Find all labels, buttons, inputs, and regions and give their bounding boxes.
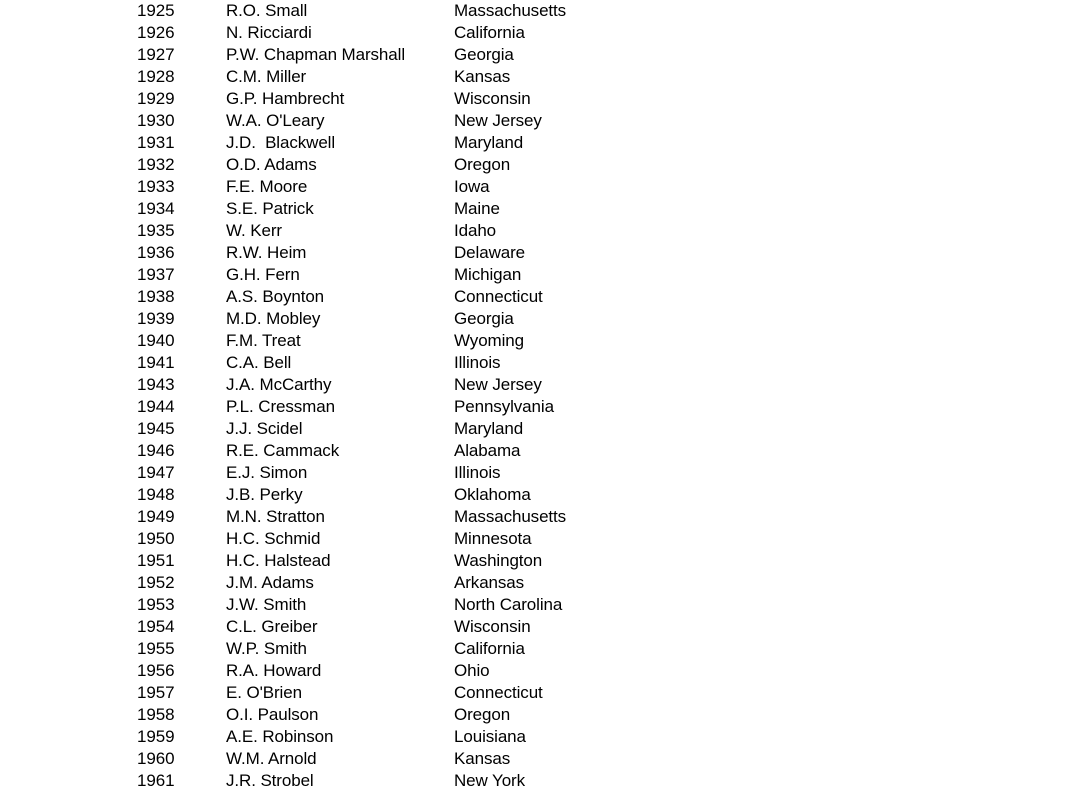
state-cell: New Jersey <box>454 111 542 130</box>
state-cell: Kansas <box>454 749 511 768</box>
table-row <box>0 616 1088 638</box>
year-cell: 1930 <box>137 111 175 130</box>
year-cell: 1951 <box>137 551 175 570</box>
table-row <box>0 726 1088 748</box>
state-cell: California <box>454 639 525 658</box>
name-cell: G.H. Fern <box>226 265 300 284</box>
table-row <box>0 374 1088 396</box>
year-cell: 1931 <box>137 133 175 152</box>
state-cell: Oregon <box>454 155 511 174</box>
state-cell: New York <box>454 771 526 790</box>
name-cell: W.M. Arnold <box>226 749 317 768</box>
year-cell: 1926 <box>137 23 175 42</box>
state-cell: Georgia <box>454 309 514 328</box>
name-cell: J.B. Perky <box>226 485 303 504</box>
table-row <box>0 198 1088 220</box>
year-cell: 1950 <box>137 529 175 548</box>
year-cell: 1944 <box>137 397 175 416</box>
state-cell: Pennsylvania <box>454 397 554 416</box>
year-cell: 1958 <box>137 705 175 724</box>
table-row <box>0 242 1088 264</box>
table-row <box>0 550 1088 572</box>
name-cell: W.A. O'Leary <box>226 111 325 130</box>
table-row <box>0 440 1088 462</box>
state-cell: New Jersey <box>454 375 542 394</box>
state-cell: Wisconsin <box>454 89 531 108</box>
state-cell: Alabama <box>454 441 521 460</box>
state-cell: Maine <box>454 199 500 218</box>
name-cell: M.D. Mobley <box>226 309 321 328</box>
table-row <box>0 594 1088 616</box>
name-cell: R.E. Cammack <box>226 441 340 460</box>
state-cell: Oregon <box>454 705 511 724</box>
state-cell: Massachusetts <box>454 1 567 20</box>
table-row <box>0 110 1088 132</box>
state-cell: Wyoming <box>454 331 524 350</box>
year-cell: 1959 <box>137 727 175 746</box>
state-cell: Oklahoma <box>454 485 531 504</box>
table-row <box>0 506 1088 528</box>
state-cell: Michigan <box>454 265 522 284</box>
year-cell: 1947 <box>137 463 175 482</box>
state-cell: Iowa <box>454 177 490 196</box>
year-cell: 1933 <box>137 177 175 196</box>
year-cell: 1935 <box>137 221 175 240</box>
year-cell: 1928 <box>137 67 175 86</box>
year-cell: 1932 <box>137 155 175 174</box>
table-row <box>0 88 1088 110</box>
name-cell: A.S. Boynton <box>226 287 325 306</box>
table-row <box>0 396 1088 418</box>
table-row <box>0 220 1088 242</box>
name-cell: O.D. Adams <box>226 155 317 174</box>
name-cell: R.W. Heim <box>226 243 307 262</box>
year-cell: 1929 <box>137 89 175 108</box>
name-cell: S.E. Patrick <box>226 199 314 218</box>
year-cell: 1953 <box>137 595 175 614</box>
name-cell: R.A. Howard <box>226 661 322 680</box>
year-cell: 1937 <box>137 265 175 284</box>
name-cell: F.E. Moore <box>226 177 308 196</box>
state-cell: Maryland <box>454 133 524 152</box>
table-row <box>0 352 1088 374</box>
name-cell: E. O'Brien <box>226 683 302 702</box>
table-row <box>0 660 1088 682</box>
name-cell: F.M. Treat <box>226 331 301 350</box>
state-cell: Georgia <box>454 45 514 64</box>
name-cell: W. Kerr <box>226 221 282 240</box>
year-cell: 1949 <box>137 507 175 526</box>
year-cell: 1941 <box>137 353 175 372</box>
table-row <box>0 286 1088 308</box>
name-cell: R.O. Small <box>226 1 308 20</box>
table-row <box>0 132 1088 154</box>
state-cell: Connecticut <box>454 287 543 306</box>
name-cell: N. Ricciardi <box>226 23 312 42</box>
table-row <box>0 154 1088 176</box>
state-cell: Louisiana <box>454 727 526 746</box>
name-cell: P.W. Chapman Marshall <box>226 45 405 64</box>
name-cell: J.R. Strobel <box>226 771 314 790</box>
table-row <box>0 44 1088 66</box>
state-cell: Massachusetts <box>454 507 567 526</box>
table-row <box>0 528 1088 550</box>
name-cell: A.E. Robinson <box>226 727 334 746</box>
year-cell: 1954 <box>137 617 175 636</box>
state-cell: Connecticut <box>454 683 543 702</box>
table-row <box>0 308 1088 330</box>
table-row <box>0 418 1088 440</box>
state-cell: Washington <box>454 551 543 570</box>
year-cell: 1927 <box>137 45 175 64</box>
state-cell: Ohio <box>454 661 490 680</box>
state-cell: Illinois <box>454 353 501 372</box>
year-cell: 1946 <box>137 441 175 460</box>
state-cell: North Carolina <box>454 595 563 614</box>
state-cell: Illinois <box>454 463 501 482</box>
table-row <box>0 748 1088 770</box>
table-row <box>0 264 1088 286</box>
name-cell: C.M. Miller <box>226 67 307 86</box>
table-row <box>0 0 1088 22</box>
table-row <box>0 682 1088 704</box>
name-cell: J.M. Adams <box>226 573 314 592</box>
table-row <box>0 22 1088 44</box>
table-row <box>0 572 1088 594</box>
table-row <box>0 704 1088 726</box>
state-cell: Wisconsin <box>454 617 531 636</box>
name-cell: G.P. Hambrecht <box>226 89 345 108</box>
state-cell: California <box>454 23 525 42</box>
year-cell: 1955 <box>137 639 175 658</box>
year-cell: 1925 <box>137 1 175 20</box>
year-cell: 1936 <box>137 243 175 262</box>
state-cell: Idaho <box>454 221 497 240</box>
state-cell: Kansas <box>454 67 511 86</box>
table-row <box>0 176 1088 198</box>
table-row <box>0 638 1088 660</box>
year-cell: 1957 <box>137 683 175 702</box>
name-cell: J.W. Smith <box>226 595 307 614</box>
table-row <box>0 484 1088 506</box>
year-cell: 1952 <box>137 573 175 592</box>
name-cell: O.I. Paulson <box>226 705 319 724</box>
name-cell: J.A. McCarthy <box>226 375 332 394</box>
state-cell: Minnesota <box>454 529 532 548</box>
name-cell: H.C. Halstead <box>226 551 331 570</box>
name-cell: C.A. Bell <box>226 353 292 372</box>
state-cell: Arkansas <box>454 573 525 592</box>
year-cell: 1940 <box>137 331 175 350</box>
name-cell: J.J. Scidel <box>226 419 303 438</box>
year-cell: 1961 <box>137 771 175 790</box>
table-row <box>0 462 1088 484</box>
year-cell: 1938 <box>137 287 175 306</box>
name-cell: M.N. Stratton <box>226 507 325 526</box>
year-cell: 1943 <box>137 375 175 394</box>
year-cell: 1934 <box>137 199 175 218</box>
state-cell: Maryland <box>454 419 524 438</box>
name-cell: W.P. Smith <box>226 639 307 658</box>
year-cell: 1960 <box>137 749 175 768</box>
name-cell: H.C. Schmid <box>226 529 321 548</box>
year-cell: 1945 <box>137 419 175 438</box>
table-row <box>0 330 1088 352</box>
name-cell: P.L. Cressman <box>226 397 335 416</box>
year-cell: 1939 <box>137 309 175 328</box>
table-row <box>0 770 1088 792</box>
name-cell: C.L. Greiber <box>226 617 318 636</box>
year-cell: 1948 <box>137 485 175 504</box>
name-cell: J.D. Blackwell <box>226 133 336 152</box>
table-row <box>0 66 1088 88</box>
state-cell: Delaware <box>454 243 526 262</box>
year-cell: 1956 <box>137 661 175 680</box>
name-cell: E.J. Simon <box>226 463 308 482</box>
